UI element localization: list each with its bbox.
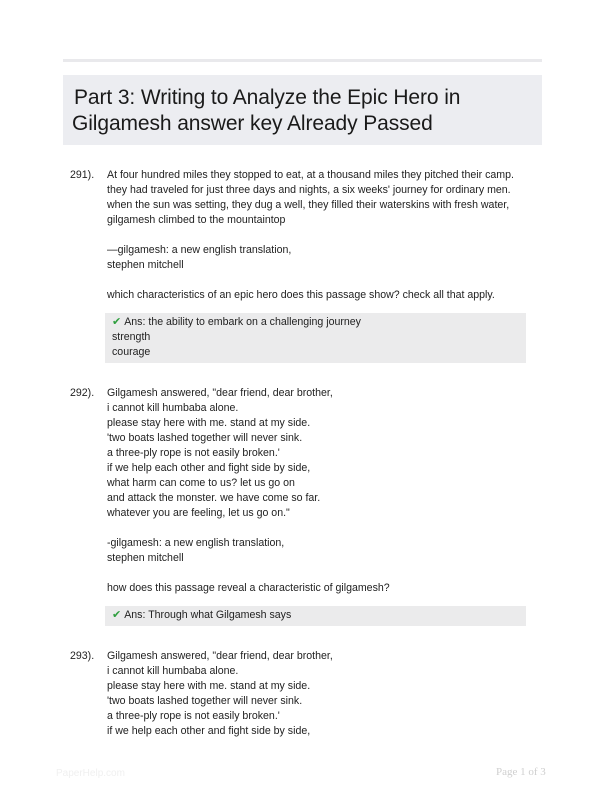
question-body [107,168,540,363]
question-body [107,649,540,739]
checkmark-icon: ✔ [112,316,122,328]
passage-line: and attack the monster. we have come so far. [107,492,321,504]
question-body [107,386,540,626]
answer-prefix: Ans: [124,609,146,621]
answer-line: courage [112,346,151,358]
passage-line: whatever you are feeling, let us go on." [107,507,290,519]
passage-line: 'two boats lashed together will never sink. [107,432,303,444]
citation-line: —gilgamesh: a new english translation, [107,244,292,256]
answer-line: strength [112,331,151,343]
citation-line: -gilgamesh: a new english translation, [107,537,285,549]
answer-box [105,313,526,363]
passage-line: i cannot kill humbaba alone. [107,402,239,414]
top-divider [63,59,542,62]
page-title [72,85,534,137]
question-number: 293). [70,650,95,662]
passage-line: if we help each other and fight side by side, [107,725,311,737]
passage-line: i cannot kill humbaba alone. [107,665,239,677]
answer-prefix: Ans: [124,316,146,328]
citation-line: stephen mitchell [107,259,184,271]
passage-line: a three-ply rope is not easily broken.' [107,447,280,459]
passage-line: please stay here with me. stand at my side. [107,417,311,429]
page-title-line-2: Gilgamesh answer key Already Passed [72,112,433,135]
checkmark-icon: ✔ [112,609,122,621]
citation-line: stephen mitchell [107,552,184,564]
question-293 [70,649,540,739]
answer-line: the ability to embark on a challenging journey [148,316,361,328]
passage-line: Gilgamesh answered, "dear friend, dear brother, [107,650,333,662]
answer-line: Through what Gilgamesh says [148,609,292,621]
passage-line: please stay here with me. stand at my side. [107,680,311,692]
footer-watermark: PaperHelp.com [56,768,125,779]
passage-line: gilgamesh climbed to the mountaintop [107,214,286,226]
question-number: 291). [70,169,95,181]
passage-line: they had traveled for just three days and nights, a six weeks' journey for ordinary men. [107,184,511,196]
passage-line: a three-ply rope is not easily broken.' [107,710,280,722]
question-number: 292). [70,387,95,399]
passage-line: when the sun was setting, they dug a well, they filled their waterskins with fresh water, [107,199,510,211]
question-291 [70,168,540,363]
page-title-line-1: Part 3: Writing to Analyze the Epic Hero in [74,86,461,109]
passage-line: 'two boats lashed together will never sink. [107,695,303,707]
passage-line: At four hundred miles they stopped to eat, at a thousand miles they pitched their camp. [107,169,514,181]
title-banner [63,75,542,145]
question-prompt: which characteristics of an epic hero does this passage show? check all that apply. [107,289,495,301]
answer-box [105,606,526,626]
passage-line: Gilgamesh answered, "dear friend, dear brother, [107,387,333,399]
question-292 [70,386,540,626]
passage-line: if we help each other and fight side by side, [107,462,311,474]
question-prompt: how does this passage reveal a characteristic of gilgamesh? [107,582,390,594]
passage-line: what harm can come to us? let us go on [107,477,295,489]
page-indicator: Page 1 of 3 [496,766,546,778]
